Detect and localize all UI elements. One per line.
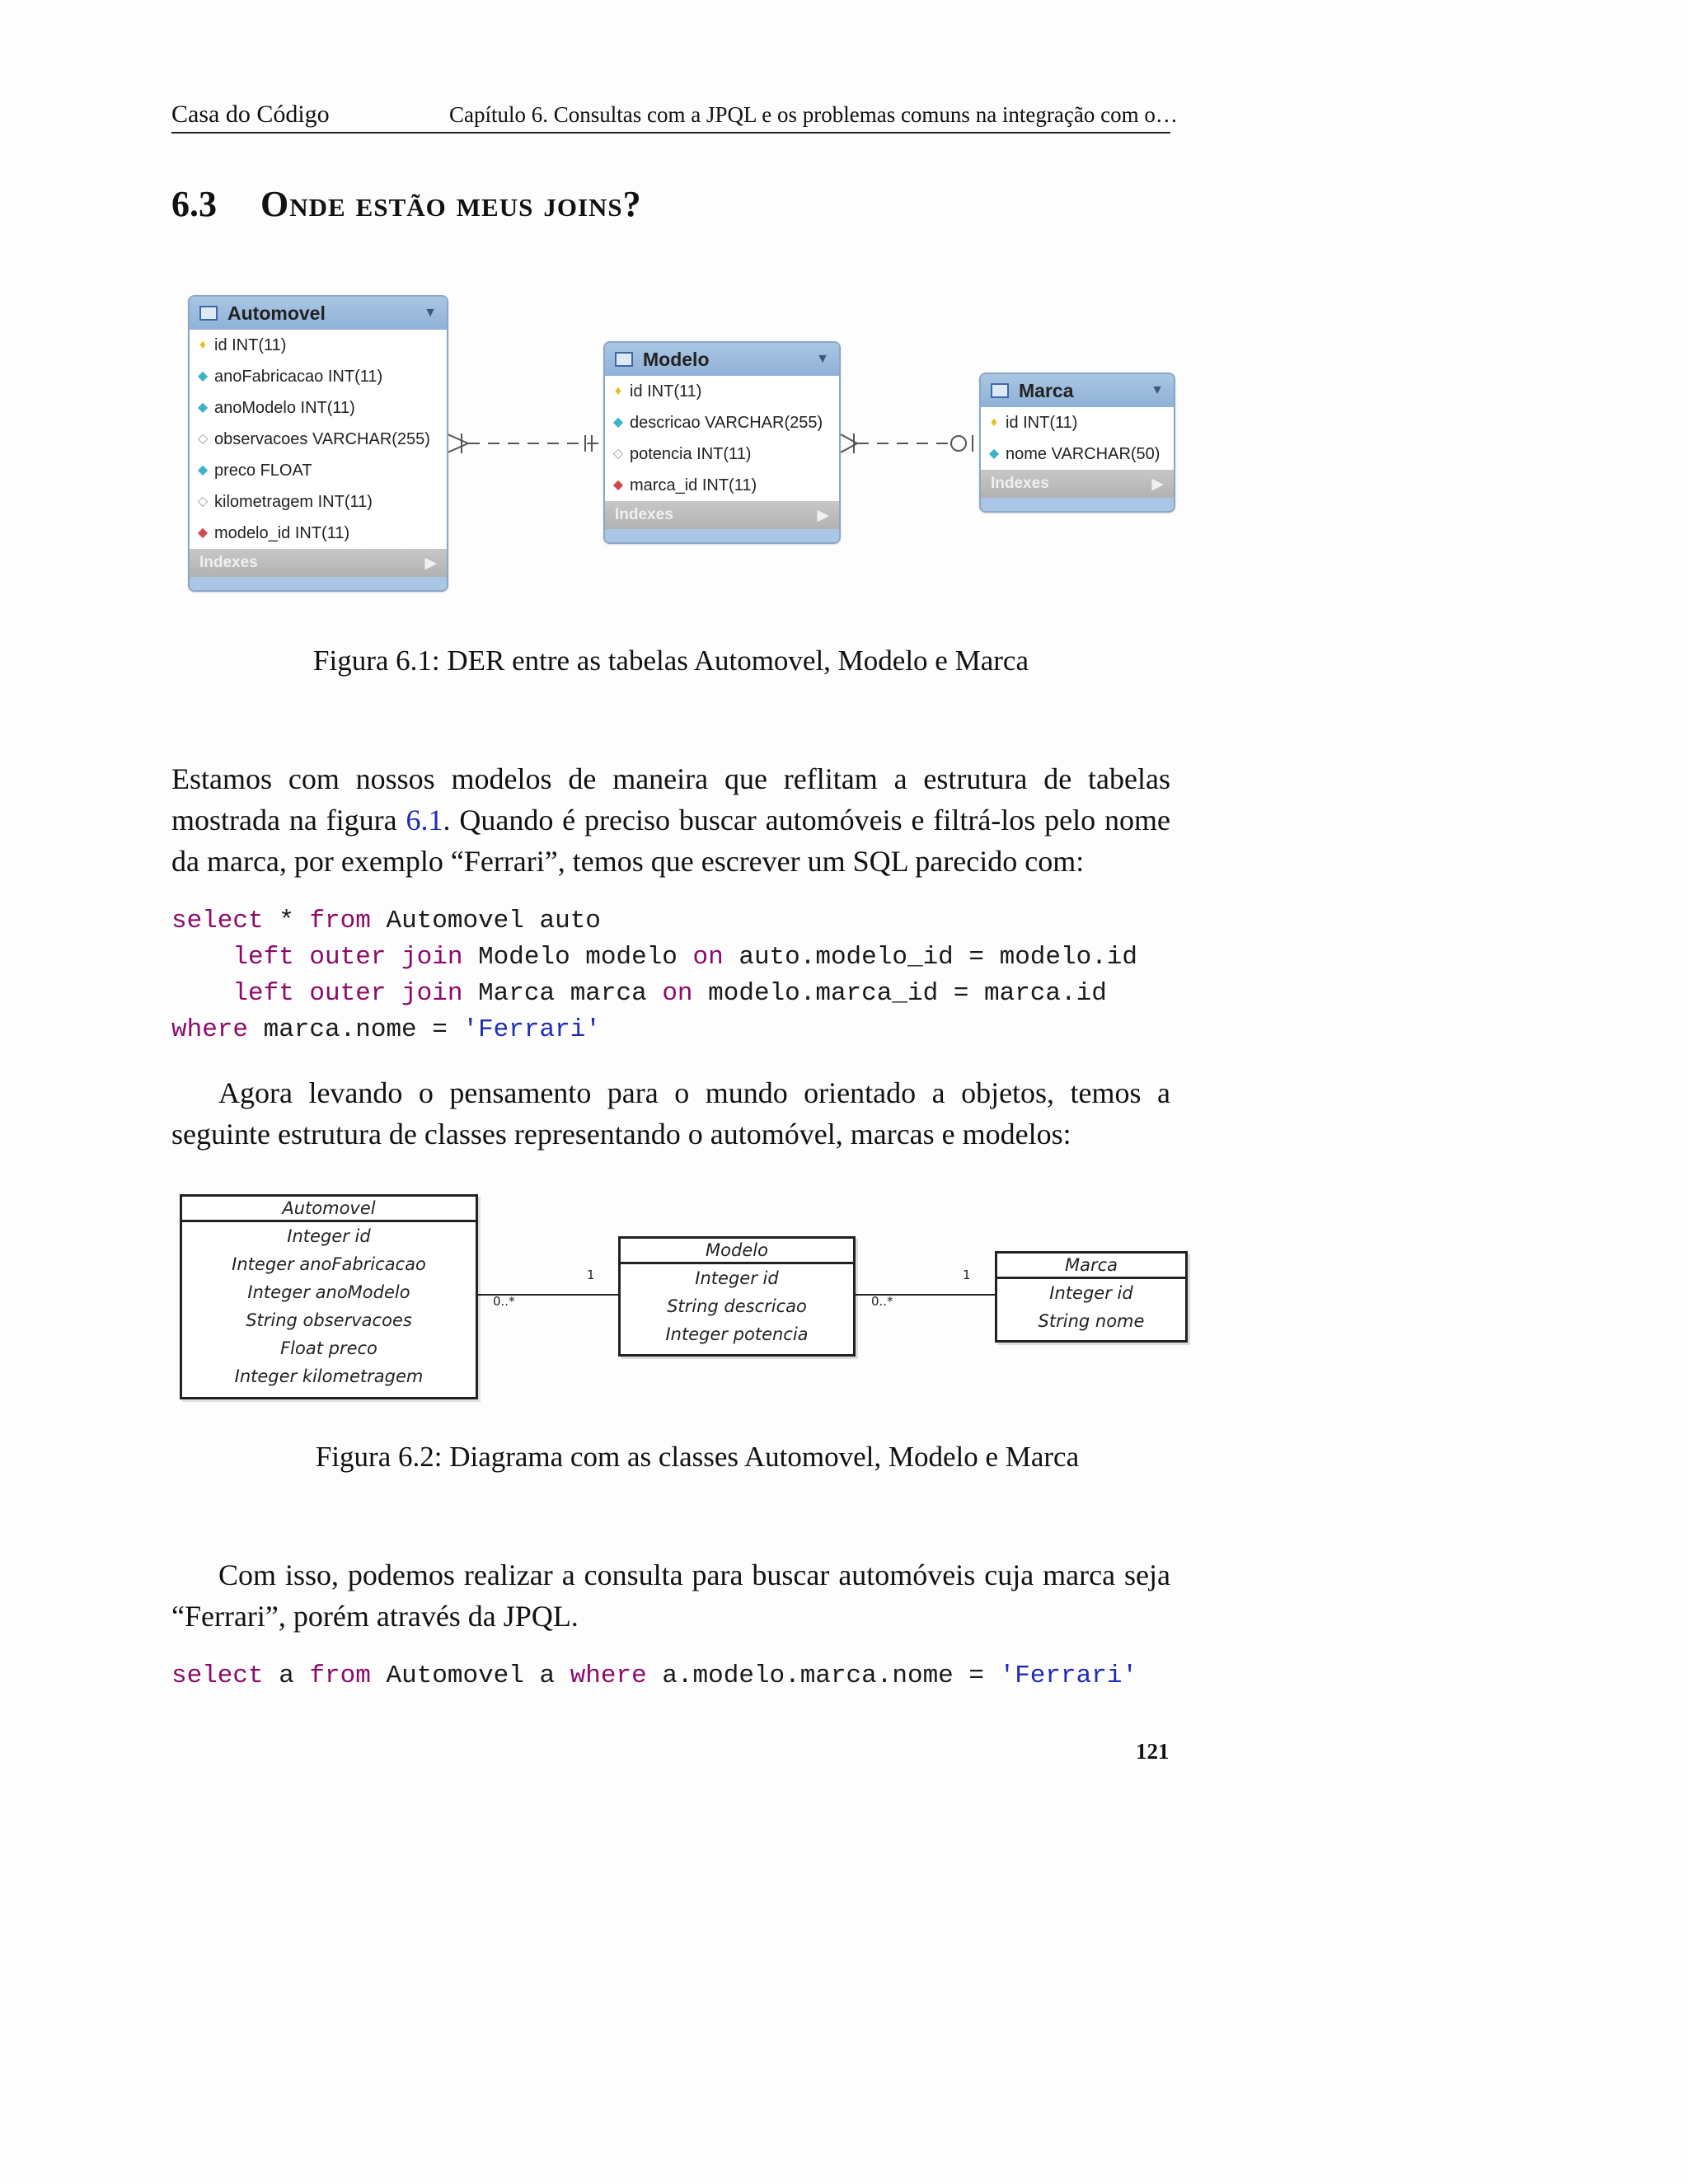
er-indexes-bar[interactable]: Indexes ▶ (605, 501, 839, 529)
uml-class-name: Marca (997, 1254, 1185, 1279)
multiplicity-label: 0..* (871, 1294, 893, 1309)
uml-attribute: Integer potencia (665, 1324, 809, 1344)
uml-attribute: String observacoes (246, 1310, 412, 1330)
red-diamond-icon: ◆ (197, 526, 209, 540)
uml-attribute: String nome (1038, 1311, 1145, 1331)
uml-class-name: Modelo (621, 1239, 853, 1264)
uml-attribute: Float preco (280, 1338, 377, 1358)
uml-attribute: String descricao (667, 1296, 807, 1316)
er-indexes-bar[interactable]: Indexes ▶ (190, 549, 447, 577)
jpql-code-block: select a from Automovel a where a.modelo.marca.nome = 'Ferrari' (171, 1661, 1138, 1690)
multiplicity-label: 1 (963, 1268, 971, 1282)
er-column: ◆ anoFabricacao INT(11) (190, 361, 447, 392)
er-column: ◇ potencia INT(11) (605, 438, 839, 470)
diamond-icon: ◆ (988, 447, 1000, 461)
uml-class-automovel (180, 1194, 478, 1399)
er-column: ◆ preco FLOAT (190, 455, 447, 486)
body-paragraph: Estamos com nossos modelos de maneira que reflitam a estrutura de tabelas mostrada na figura 6.1. Quando é preciso buscar automóveis e filtrá-los pelo nome da marca, por exemplo “Ferrari”, temos que escrever um SQL parecido com: (171, 762, 1170, 878)
uml-attribute: Integer id (287, 1226, 371, 1246)
uml-class-name: Automovel (182, 1197, 476, 1222)
expand-arrow-icon: ▶ (424, 554, 437, 572)
figure-reference-link[interactable]: 6.1 (406, 804, 443, 837)
er-column: ◆ modelo_id INT(11) (190, 518, 447, 549)
uml-attribute: Integer id (695, 1268, 779, 1288)
uml-attribute: Integer id (1049, 1283, 1133, 1303)
uml-attribute: Integer anoFabricacao (232, 1254, 426, 1274)
er-column: ♦ id INT(11) (605, 376, 839, 407)
empty-diamond-icon: ◇ (612, 447, 624, 461)
er-column: ◆ anoModelo INT(11) (190, 392, 447, 424)
er-column: ◆ nome VARCHAR(50) (981, 438, 1174, 470)
body-paragraph: Agora levando o pensamento para o mundo orientado a objetos, temos a seguinte estrutura de classes representando o automóvel, marcas e modelos: (171, 1076, 1170, 1151)
dropdown-arrow-icon[interactable]: ▼ (424, 306, 437, 320)
key-icon: ♦ (990, 415, 998, 429)
dropdown-arrow-icon[interactable]: ▼ (816, 352, 829, 366)
uml-attribute: Integer kilometragem (234, 1366, 424, 1386)
expand-arrow-icon: ▶ (1151, 475, 1164, 493)
section-number: 6.3 (171, 184, 217, 224)
running-header-chapter-title: Capítulo 6. Consultas com a JPQL e os problemas comuns na integração com o… (449, 102, 1178, 127)
multiplicity-label: 0..* (493, 1294, 515, 1309)
dropdown-arrow-icon[interactable]: ▼ (1151, 383, 1164, 397)
er-table-name: Automovel (227, 302, 326, 324)
running-header-book-title: Casa do Código (171, 101, 330, 128)
body-paragraph: Com isso, podemos realizar a consulta para buscar automóveis cuja marca seja “Ferrari”, porém através da JPQL. (171, 1558, 1170, 1633)
er-column: ◇ observacoes VARCHAR(255) (190, 424, 447, 455)
key-icon: ♦ (614, 384, 622, 398)
er-table-name: Marca (1019, 379, 1074, 401)
diamond-icon: ◆ (197, 401, 209, 415)
er-table-name: Modelo (643, 348, 710, 370)
uml-class-modelo (618, 1236, 856, 1357)
er-column: ◆ descricao VARCHAR(255) (605, 407, 839, 438)
sql-code-block: select * from Automovel auto left outer join Modelo modelo on auto.modelo_id = modelo.id left outer join Marca marca on modelo.marca_id = marca.id where marca.nome = 'Ferrari' (171, 907, 1138, 1044)
figure-caption: Figura 6.2: Diagrama com as classes Automovel, Modelo e Marca (315, 1441, 1080, 1473)
er-column: ♦ id INT(11) (190, 330, 447, 361)
expand-arrow-icon: ▶ (817, 506, 829, 524)
red-diamond-icon: ◆ (612, 478, 624, 492)
er-column: ♦ id INT(11) (981, 407, 1174, 438)
diamond-icon: ◆ (612, 415, 624, 429)
multiplicity-label: 1 (587, 1268, 595, 1282)
section-title: Onde estão meus joins? (260, 184, 642, 224)
er-column: ◆ marca_id INT(11) (605, 470, 839, 501)
diamond-icon: ◆ (197, 369, 209, 383)
empty-diamond-icon: ◇ (197, 432, 209, 446)
er-column: ◇ kilometragem INT(11) (190, 486, 447, 518)
page-number: 121 (1136, 1739, 1170, 1764)
figure-caption: Figura 6.1: DER entre as tabelas Automovel, Modelo e Marca (313, 644, 1029, 677)
key-icon: ♦ (199, 338, 207, 352)
diamond-icon: ◆ (197, 463, 209, 477)
er-indexes-bar[interactable]: Indexes ▶ (981, 470, 1174, 498)
uml-attribute: Integer anoModelo (247, 1282, 410, 1302)
uml-class-marca (995, 1251, 1188, 1343)
empty-diamond-icon: ◇ (197, 494, 209, 509)
